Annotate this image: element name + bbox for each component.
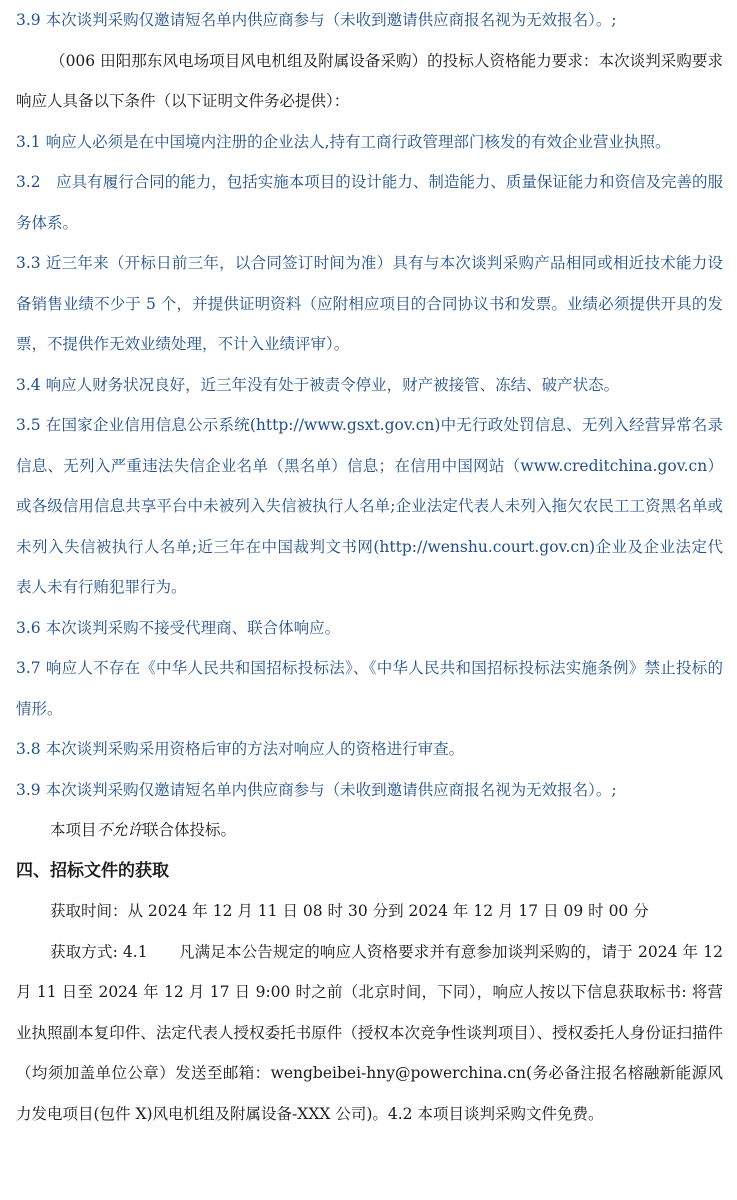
acquire-method: 获取方式: 4.1 凡满足本公告规定的响应人资格要求并有意参加谈判采购的，请于 2024 年 12 月 11 日至 2024 年 12 月 17 日 9:00 时之前（北京时间，下同），响应人按以下信息获取标书: 将营业执照副本复印件、法定代表人授权委托书原件（授权本次竞争性谈判项目）、授权委托人身份证扫描件（均须加盖单位公章）发送至邮箱：wengbeibei-hny@powerchina.cn(务必备注报名榕融新能源风力发电项目(包件 X)风电机组及附属设备-XXX 公司)。4.2 本项目谈判采购文件免费。 (16, 942, 723, 1123)
qualification-intro: （006 田阳那东风电场项目风电机组及附属设备采购）的投标人资格能力要求：本次谈判采购要求响应人具备以下条件（以下证明文件务必提供）： (16, 51, 723, 110)
clause-3-2: 3.2 应具有履行合同的能力，包括实施本项目的设计能力、制造能力、质量保证能力和资信及完善的服务体系。 (16, 173, 723, 232)
consortium-note: 不允许 (96, 821, 144, 839)
clause-3-9: 3.9 本次谈判采购仅邀请短名单内供应商参与（未收到邀请供应商报名视为无效报名）。; (16, 780, 617, 799)
clause-3-7: 3.7 响应人不存在《中华人民共和国招标投标法》、《中华人民共和国招标投标法实施条例》禁止投标的情形。 (16, 659, 723, 718)
clause-3-6: 3.6 本次谈判采购不接受代理商、联合体响应。 (16, 618, 341, 637)
clause-3-3: 3.3 近三年来（开标日前三年，以合同签订时间为准）具有与本次谈判采购产品相同或相近技术能力设备销售业绩不少于 5 个，并提供证明资料（应附相应项目的合同协议书和发票。业绩必须提供开具的发票，不提供作无效业绩处理，不计入业绩评审）。 (16, 254, 723, 353)
consortium-prefix: 本项目 (50, 821, 97, 839)
clause-3-5: 3.5 在国家企业信用信息公示系统(http://www.gsxt.gov.cn)中无行政处罚信息、无列入经营异常名录信息、无列入严重违法失信企业名单（黑名单）信息；在信用中国网站（www.creditchina.gov.cn）或各级信用信息共享平台中未被列入失信被执行人名单;企业法定代表人未列入拖欠农民工工资黑名单或未列入失信被执行人名单;近三年在中国裁判文书网(http://wenshu.court.gov.cn)企业及企业法定代表人未有行贿犯罪行为。 (16, 416, 723, 596)
consortium-suffix: 联合体投标。 (143, 821, 237, 839)
section-4-heading: 四、招标文件的获取 (16, 860, 169, 881)
clause-3-4: 3.4 响应人财务状况良好，近三年没有处于被责令停业，财产被接管、冻结、破产状态。 (16, 375, 620, 394)
clause-3-9-top: 3.9 本次谈判采购仅邀请短名单内供应商参与（未收到邀请供应商报名视为无效报名）。; (16, 11, 617, 29)
acquire-time: 获取时间：从 2024 年 12 月 11 日 08 时 30 分到 2024 年 12 月 17 日 09 时 00 分 (50, 902, 649, 920)
consortium-line (16, 810, 723, 851)
clause-3-8: 3.8 本次谈判采购采用资格后审的方法对响应人的资格进行审查。 (16, 740, 465, 758)
clause-3-1: 3.1 响应人必须是在中国境内注册的企业法人,持有工商行政管理部门核发的有效企业营业执照。 (16, 132, 671, 151)
